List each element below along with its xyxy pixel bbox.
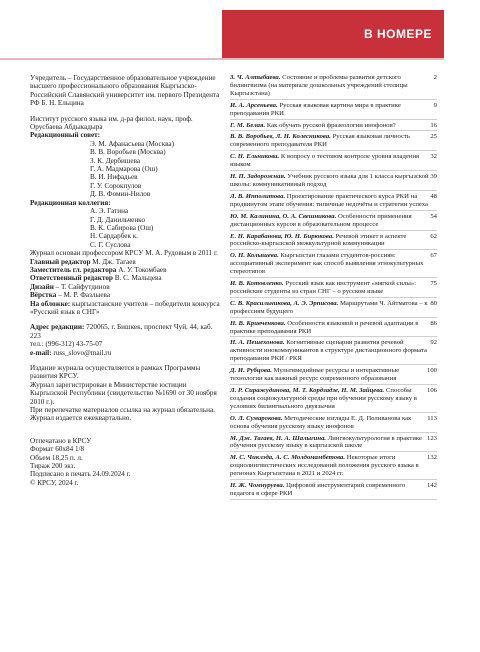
toc-item[interactable] xyxy=(230,367,437,385)
toc-item[interactable] xyxy=(230,74,437,100)
toc-author: С. Н. Ельникова. xyxy=(230,153,280,161)
toc-article-title: Некоторые итоги социолингвистических исследований положения русского языка в регионах Кыргызстана в 2021 и 2024 гг. xyxy=(230,454,419,478)
reprint-text: При перепечатке материалов ссылка на журнал обязательна. xyxy=(30,406,215,415)
toc-page-number: 123 xyxy=(426,434,437,442)
board-member: С. Г. Суслова xyxy=(90,240,131,249)
toc-page-number: 80 xyxy=(430,299,437,307)
toc-author: Н. Ж. Чомнуруева. xyxy=(230,482,285,490)
header-banner xyxy=(222,10,444,58)
toc-item[interactable] xyxy=(230,213,437,231)
toc-item[interactable] xyxy=(230,482,437,500)
toc-author: Л. В. Ипполитова. xyxy=(230,192,286,200)
council-member: Г. У. Сорокпулов xyxy=(90,181,142,190)
toc-author: Н. П. Задорожная. xyxy=(230,173,286,181)
address-label: Адрес редакции: xyxy=(30,323,85,332)
deputy-name: А. У. Токомбаев xyxy=(118,265,167,274)
cover-text: кыргызстанские учителя – победители конкурса «Русский язык в СНГ» xyxy=(30,299,220,316)
design-label: Дизайн xyxy=(30,282,54,291)
toc-article-title: Когнитивные сценарии развития речевой активности инокоммуникантов в структуре дистанционного формата преподавания РКИ / РКЯ xyxy=(230,339,428,363)
toc-item[interactable] xyxy=(230,233,437,251)
toc-author: С. В. Красильникова, А. Э. Эрписова. xyxy=(230,299,339,307)
program-text: Издание журнала осуществляется в рамках Программы развития КРСУ. xyxy=(30,364,201,381)
toc-article-title: Учебник русского языка для 1 класса кыргызской школы: коммуникативный подход xyxy=(230,173,429,188)
toc-page-number: 92 xyxy=(430,339,437,347)
council-member: В. И. Нифадьев xyxy=(90,173,138,182)
toc-item[interactable] xyxy=(230,387,437,413)
layout-name: – М. Р. Фазлыева xyxy=(58,291,111,300)
toc-item[interactable] xyxy=(230,133,437,151)
exec-label: Ответственный редактор xyxy=(30,274,113,283)
deputy-label: Заместитель гл. редактора xyxy=(30,265,117,274)
toc-author: Д. И. Рубцова. xyxy=(230,367,272,375)
address-text: 720065, г. Бишкек, проспект Чуй, 44, каб. 223 xyxy=(30,323,213,340)
toc-page-number: 86 xyxy=(430,319,437,327)
toc-article-title: Состояние и проблемы развития детского билингвизма (на материале дошкольных учреждений столицы Кыргызстана) xyxy=(230,74,408,97)
toc-page-number: 25 xyxy=(430,133,437,141)
toc-page-number: 62 xyxy=(430,232,437,240)
header-divider xyxy=(0,58,444,60)
tel-text: (996-312) 43-75-07 xyxy=(45,340,103,349)
print-line: Отпечатано в КРСУ xyxy=(30,436,92,445)
council-member: Э. М. Афанасьева (Москва) xyxy=(90,139,175,148)
editorial-board-list xyxy=(30,207,220,249)
toc-author: В. В. Воробьев, Л. Н. Колесникова. xyxy=(230,133,331,141)
editorial-council-list xyxy=(30,140,220,199)
toc-author: М. Дж. Тагаев, Н. А. Шалыгина. xyxy=(230,434,327,442)
toc-article-title: Русский язык как инструмент «мягкой силы»: российские студенты из стран СНГ – о русском языке xyxy=(230,280,417,295)
toc-item[interactable] xyxy=(230,252,437,278)
council-member: З. К. Дербишева xyxy=(90,156,141,165)
toc-article-title: Особенности применения дистанционных курсов в образовательном процессе xyxy=(230,212,412,228)
copyright: © КРСУ, 2024 г. xyxy=(30,478,79,487)
toc-article-title: Русская языковая картина мира в практике преподавания РКИ xyxy=(230,101,401,117)
toc-article-title: Речевой этикет в аспекте российско-кыргызской межкультурной коммуникации xyxy=(230,232,407,248)
toc-author: Ю. М. Калинина, О. А. Свешникова. xyxy=(230,212,337,220)
exec-name: В. С. Мальцева xyxy=(114,274,162,283)
email-label: e-mail: xyxy=(30,348,52,357)
toc-author: Г. М. Белая. xyxy=(230,121,266,129)
chief-name: М. Дж. Тагаев xyxy=(92,257,136,266)
toc-item[interactable] xyxy=(230,300,437,318)
toc-item[interactable] xyxy=(230,122,437,132)
toc-author: Н. В. Кривченкова. xyxy=(230,319,286,327)
toc-author: О. Н. Колышева. xyxy=(230,252,279,260)
toc-page-number: 75 xyxy=(430,280,437,288)
toc-author: Л. Р. Сиражудинова, М. Т. Кордзадзе, Н. М. Зайцева. xyxy=(230,387,385,394)
toc-author: О. Л. Сумарокова. xyxy=(230,414,283,422)
toc-item[interactable] xyxy=(230,435,437,453)
toc-item[interactable] xyxy=(230,280,437,298)
board-member: Г. Д. Данильченко xyxy=(90,215,145,224)
layout-label: Вёрстка xyxy=(30,291,57,300)
cover-label: На обложке: xyxy=(30,299,71,308)
toc-item[interactable] xyxy=(230,415,437,433)
table-of-contents xyxy=(230,74,437,502)
toc-page-number: 48 xyxy=(430,192,437,200)
toc-article-title: Кыргызстан глазами студентов-россиян: ассоциативный эксперимент как способ выявления этнокультурных стереотипов xyxy=(230,252,424,276)
toc-page-number: 67 xyxy=(430,252,437,260)
print-line: Формат 60х84 1/8 xyxy=(30,445,85,454)
editorial-board-title: Редакционная коллегия: xyxy=(30,198,111,207)
toc-page-number: 9 xyxy=(433,101,437,109)
print-line: Подписано в печать 24.09.2024 г. xyxy=(30,470,131,479)
toc-article-title: Методические взгляды Е. Д. Поливанова как основа обучения русскому языку инофонов xyxy=(230,414,412,430)
council-member: Г. А. Мадмарова (Ош) xyxy=(90,165,158,174)
toc-article-title: Особенности языковой и речевой адаптации в практике преподавания РКИ xyxy=(230,319,419,335)
design-name: – Т. Сайфутдинов xyxy=(55,282,110,291)
toc-page-number: 39 xyxy=(430,173,437,181)
toc-page-number: 2 xyxy=(433,74,437,81)
council-member: В. В. Воробьев (Москва) xyxy=(90,148,166,157)
chief-label: Главный редактор xyxy=(30,257,91,266)
board-member: В. К. Сабирова (Ош) xyxy=(90,223,154,232)
founder-text: Учредитель – Государственное образовательное учреждение высшего профессионального образования Кыргызско-Российский Славянский университет им. первого Президента РФ Б. Н. Ельцина xyxy=(30,74,220,108)
toc-item[interactable] xyxy=(230,193,437,211)
toc-author: З. Ч. Алтыбаева. xyxy=(230,74,281,81)
toc-page-number: 142 xyxy=(426,482,437,490)
toc-page-number: 132 xyxy=(426,454,437,462)
toc-item[interactable] xyxy=(230,320,437,338)
board-member: А. Э. Гатина xyxy=(90,207,129,216)
toc-item[interactable] xyxy=(230,173,437,191)
toc-author: И. В. Котовленко. xyxy=(230,280,284,288)
toc-article-title: Проектирование практического курса РКИ на продвинутом этапе обучения: типичные недочёты и стратегии успеха xyxy=(230,192,428,208)
registration-text: Журнал зарегистрирован в Министерстве юстиции Кыргызской Республики (свидетельство №1690 от 30 ноября 2010 г.). xyxy=(30,380,217,406)
toc-author: И. А. Арсеньева. xyxy=(230,101,278,109)
toc-author: Е. Н. Карабанова, Ю. Н. Бирюкова. xyxy=(230,232,334,240)
toc-page-number: 113 xyxy=(427,414,437,422)
toc-article-title: К вопросу о тестовом контроле уровня владения языком xyxy=(230,153,420,169)
toc-article-title: Лингвокультурология в практике обучения русскому языку в кыргызской школе xyxy=(230,434,422,450)
council-member: Д. В. Фомин-Нилов xyxy=(90,190,151,199)
toc-page-number: 100 xyxy=(426,367,437,375)
toc-author: М. С. Чиклэда, А. С. Молдомамбетова. xyxy=(230,454,346,462)
toc-author: Н. А. Пешехонова. xyxy=(230,339,285,347)
print-line: Тираж 200 экз. xyxy=(30,462,76,471)
board-member: Н. Сардарбек к. xyxy=(90,232,139,241)
editorial-council-title: Редакционный совет: xyxy=(30,131,101,140)
toc-article-title: Русская языковая личность современного преподавателя РКИ xyxy=(230,133,410,149)
institute-text: Институт русского языка им. д-ра филол. наук, проф. Орусбаева Абдыкадыра xyxy=(30,114,193,132)
toc-item[interactable] xyxy=(230,339,437,365)
email-text: russ_slovo@mail.ru xyxy=(53,348,112,357)
toc-article-title: Цифровой инструментарий современного педагога в сфере РКИ xyxy=(230,482,406,497)
toc-page-number: 16 xyxy=(430,121,437,129)
tel-label: тел.: xyxy=(30,340,44,349)
founded-text: Журнал основан профессором КРСУ М. А. Рудовым в 2011 г. xyxy=(30,249,218,258)
toc-article-title: Маршрутами Ч. Айтматова – к профессиям будущего xyxy=(230,299,428,315)
imprint-column xyxy=(30,74,220,487)
toc-page-number: 54 xyxy=(430,212,437,220)
page-title: В НОМЕРЕ xyxy=(363,27,432,41)
toc-article-title: Мультимедийные ресурсы и интерактивные технологии как важный ресурс современного образования xyxy=(230,367,400,383)
toc-item[interactable] xyxy=(230,153,437,171)
toc-page-number: 32 xyxy=(430,153,437,161)
frequency-text: Журнал издается ежеквартально. xyxy=(30,414,132,423)
toc-item[interactable] xyxy=(230,454,437,480)
toc-item[interactable] xyxy=(230,102,437,120)
print-line: Объем 18,25 п. л. xyxy=(30,453,83,462)
toc-page-number: 106 xyxy=(426,387,437,394)
toc-article-title: Как обучать русской фразеологии инофонов? xyxy=(266,121,396,129)
toc-article-title: Способы создания социокультурной среды при обучении русскому языку в условиях билингвального двуязычия xyxy=(230,387,417,410)
